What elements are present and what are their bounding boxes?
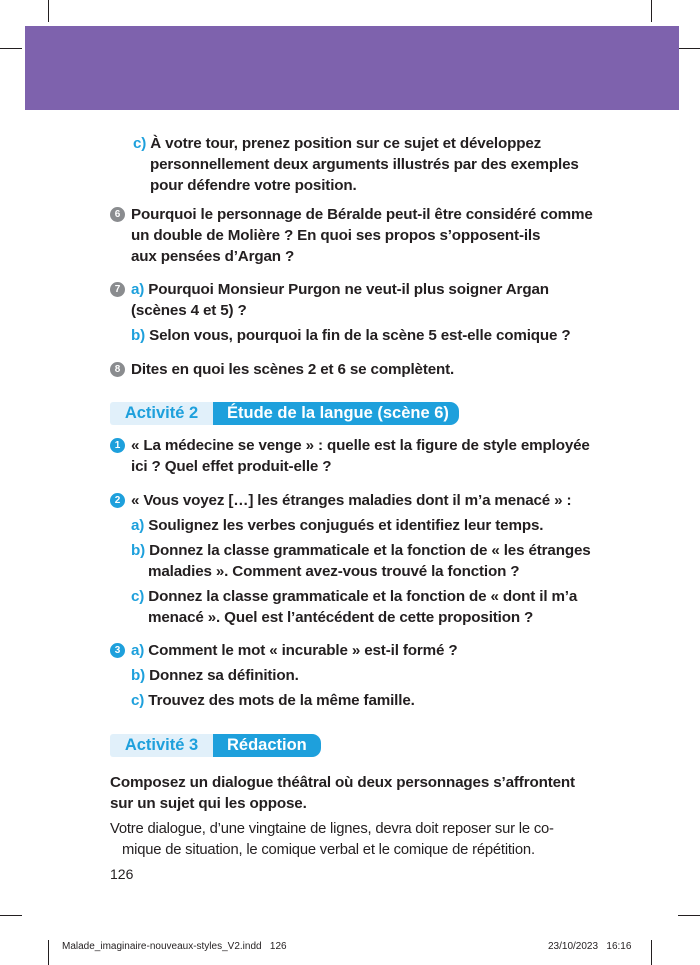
activity-2-question-3: a) Comment le mot « incurable » est-il formé ? b) Donnez sa définition. c) Trouvez des mots de la même famille. <box>131 642 458 709</box>
footer-filename: Malade_imaginaire-nouveaux-styles_V2.indd 126 <box>62 941 287 952</box>
activity-2-question-1: « La médecine se venge » : quelle est la figure de style employée ici ? Quel effet produit-elle ? <box>131 437 590 475</box>
activity-3-instruction: Composez un dialogue théâtral où deux personnages s’affrontent sur un sujet qui les oppose. <box>110 774 575 812</box>
activity-3-body: Votre dialogue, d’une vingtaine de lignes, devra doit reposer sur le co- mique de situation, le comique verbal et le comique de répétition. <box>110 821 554 858</box>
crop-mark <box>48 940 49 965</box>
activity-2-question-2: « Vous voyez […] les étranges maladies dont il m’a menacé » : a) Soulignez les verbes conjugués et identifiez leur temps. b) Donnez la classe grammaticale et la fonction de « les étranges maladies ». Comment avez-vous trouvé la fonction ? c) Donnez la classe grammaticale et la fonction de « dont il m’a menacé ». Quel est l’antécédent de cette proposition ? <box>131 492 591 626</box>
question-8: Dites en quoi les scènes 2 et 6 se complètent. <box>131 361 455 378</box>
question-7-badge: 7 <box>110 282 125 297</box>
crop-mark <box>48 0 49 22</box>
question-8-badge: 8 <box>110 362 125 377</box>
activity-2-question-1-badge: 1 <box>110 438 125 453</box>
question-6: Pourquoi le personnage de Béralde peut-il être considéré comme un double de Molière ? En quoi ses propos s’opposent-ils aux pensées d’Argan ? <box>131 206 593 265</box>
question-6-badge: 6 <box>110 207 125 222</box>
crop-mark <box>0 48 22 49</box>
activity-2-question-2-badge: 2 <box>110 493 125 508</box>
header-band <box>25 26 679 110</box>
footer-date: 23/10/2023 16:16 <box>548 941 632 952</box>
activity-3-title: Rédaction <box>213 734 321 757</box>
crop-mark <box>0 915 22 916</box>
crop-mark <box>678 915 700 916</box>
page-number: 126 <box>110 866 134 882</box>
activity-2-label: Activité 2 <box>110 402 213 425</box>
question-7: a) Pourquoi Monsieur Purgon ne veut-il plus soigner Argan (scènes 4 et 5) ? b) Selon vous, pourquoi la fin de la scène 5 est-elle comique ? <box>131 281 571 344</box>
crop-mark <box>651 0 652 22</box>
activity-2-title: Étude de la langue (scène 6) <box>213 402 459 425</box>
activity-3-label: Activité 3 <box>110 734 213 757</box>
activity-2-question-3-badge: 3 <box>110 643 125 658</box>
crop-mark <box>651 940 652 965</box>
crop-mark <box>678 48 700 49</box>
question-5c: c) À votre tour, prenez position sur ce sujet et développez personnellement deux arguments illustrés par des exemples pour défendre votre position. <box>133 135 579 194</box>
